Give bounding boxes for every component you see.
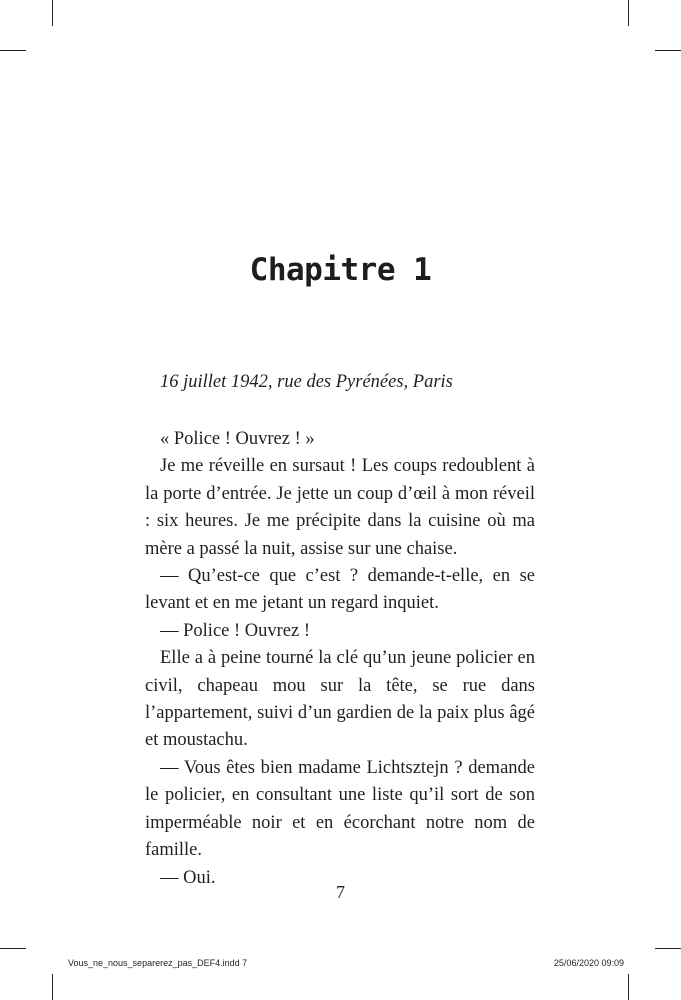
paragraph: — Police ! Ouvrez ! (160, 620, 311, 641)
paragraph: Je me réveille en sursaut ! Les coups redoublent à la porte d’entrée. Je jette un coup d’œil à mon réveil : six heures. Je me précipite dans la cuisine où ma mère a passé la nuit, assise sur une chaise. (145, 456, 535, 559)
paragraph: Elle a à peine tourné la clé qu’un jeune policier en civil, chapeau mou sur la tête, se rue dans l’appartement, suivi d’un gardien de la paix plus âgé et moustachu. (145, 648, 535, 751)
body-text (145, 426, 535, 892)
slug-filename: Vous_ne_nous_separerez_pas_DEF4.indd 7 (68, 958, 248, 968)
crop-mark-top-left-horizontal (0, 50, 26, 51)
crop-mark-bottom-right-horizontal (655, 948, 681, 949)
chapter-title: Chapitre 1 (249, 252, 432, 288)
crop-mark-top-left-vertical (52, 0, 53, 26)
crop-mark-top-right-vertical (628, 0, 629, 26)
page-number: 7 (336, 882, 345, 902)
paragraph: — Qu’est-ce que c’est ? demande-t-elle, en se levant et en me jetant un regard inquiet. (145, 566, 535, 614)
dateline: 16 juillet 1942, rue des Pyrénées, Paris (160, 372, 453, 392)
paragraph: — Oui. (160, 867, 216, 888)
crop-mark-bottom-right-vertical (628, 974, 629, 1000)
crop-mark-top-right-horizontal (655, 50, 681, 51)
crop-mark-bottom-left-vertical (52, 974, 53, 1000)
paragraph: « Police ! Ouvrez ! » (160, 429, 315, 449)
slug-timestamp: 25/06/2020 09:09 (553, 958, 624, 968)
crop-mark-bottom-left-horizontal (0, 948, 26, 949)
paragraph: — Vous êtes bien madame Lichtsztejn ? demande le policier, en consultant une liste qu’il sort de son imperméable noir et en écorchant notre nom de famille. (145, 757, 535, 861)
